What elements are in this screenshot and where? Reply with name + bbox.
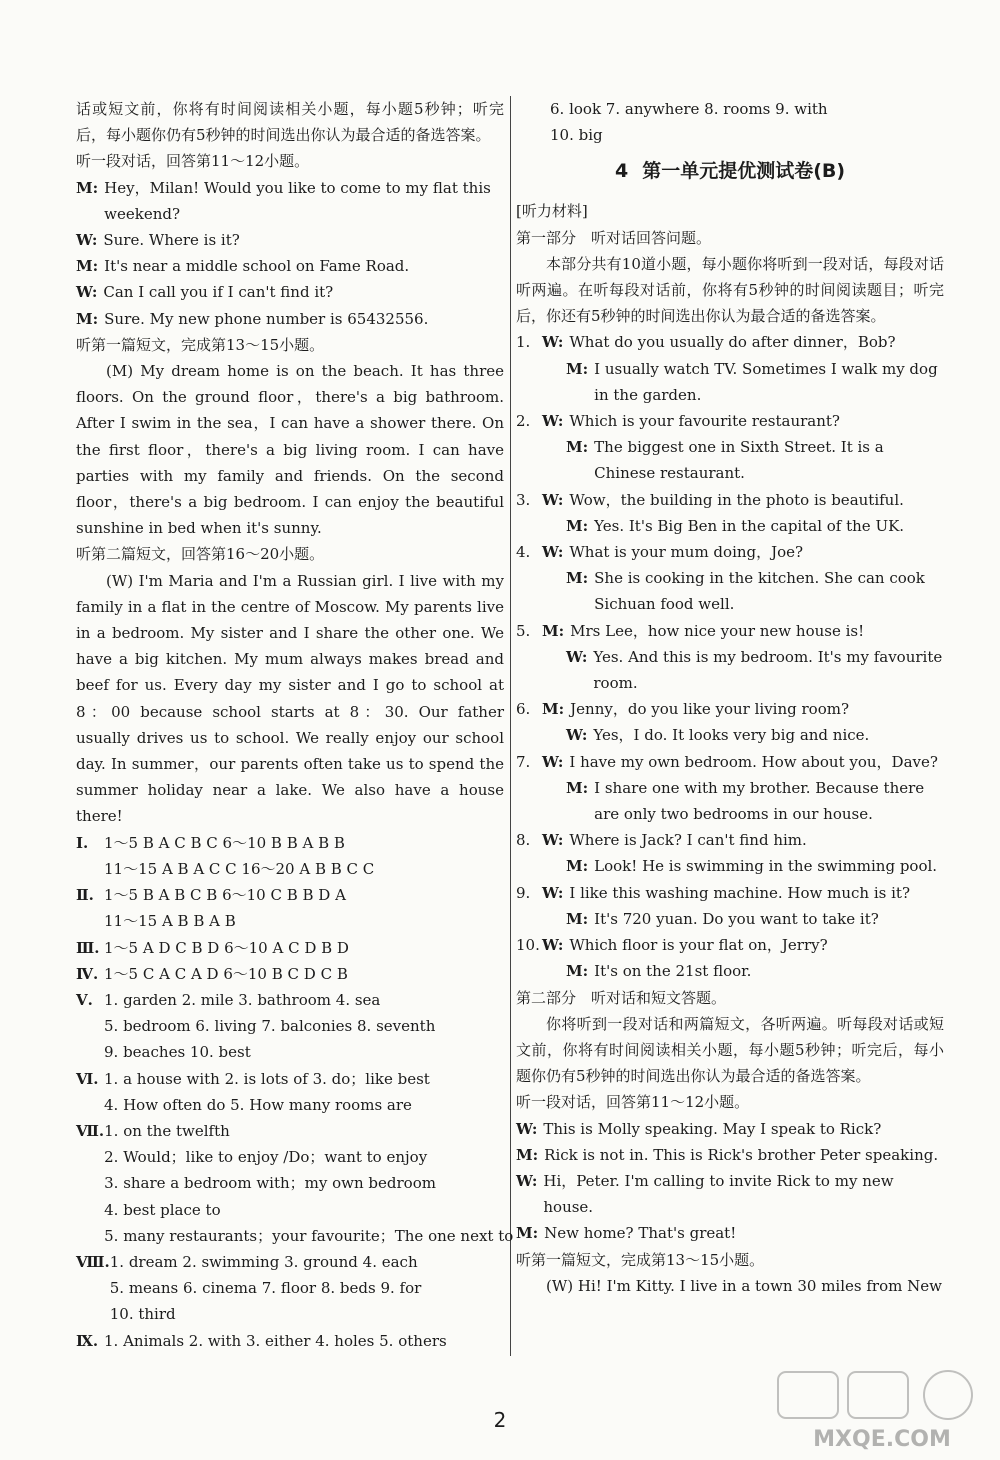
svg-text:MXQE.COM: MXQE.COM [813, 1427, 951, 1452]
answer-line: 1. dream 2. swimming 3. ground 4. each [109, 1252, 418, 1271]
part1-intro: 本部分共有10道小题，每小题你将听到一段对话，每段对话听两遍。在听每段对话前，你将有5秒钟的时间阅读题目；听完后，你还有5秒钟的时间选出你认为最合适的备选答案。 [516, 254, 944, 326]
dialogue-line [76, 227, 504, 253]
answer-line: 5. bedroom 6. living 7. balconies 8. seventh [104, 1017, 436, 1036]
speaker: M: [566, 516, 589, 535]
intro-paragraph: 话或短文前，你将有时间阅读相关小题，每小题5秒钟；听完后，每小题你仍有5秒钟的时间选出你认为最合适的备选答案。 [76, 100, 504, 145]
watermark-logo [772, 1366, 992, 1454]
speaker: M: [76, 309, 99, 328]
speaker: M: [566, 778, 589, 797]
line-text: Look! He is swimming in the swimming pool. [594, 857, 938, 876]
line-text: I like this washing machine. How much is it? [569, 883, 910, 902]
answer-line: 5. many restaurants；your favourite；The one next to [104, 1226, 514, 1245]
question-item [516, 618, 944, 697]
question-item [516, 696, 944, 748]
answer-line: 1～5 B A C B C 6～10 B B A B B [104, 833, 345, 852]
question-item [516, 539, 944, 618]
answer-line: 4. How often do 5. How many rooms are [104, 1095, 412, 1114]
line-text: Mrs Lee，how nice your new house is! [570, 621, 865, 640]
speaker: W: [76, 283, 98, 302]
speaker: W: [516, 1119, 538, 1138]
section-numeral: Ⅱ. [76, 886, 94, 905]
line-text: This is Molly speaking. May I speak to Rick? [543, 1119, 882, 1138]
speaker: W: [542, 883, 564, 902]
passage2-text: (W) I'm Maria and I'm a Russian girl. I live with my family in a flat in the centre of Moscow. My parents live in a bedroom. My sister and I share the other one. We have a big kitchen. My mum always makes bread and beef for us. Every day my sister and I go to school at 8：00 because school starts at 8：30. Our father usually drives us to school. We really enjoy our school day. In summer，our parents often take us to spend the summer holiday near a lake. We also have a house there! [76, 571, 504, 826]
right-column [516, 96, 944, 1299]
question-number: 3. [516, 490, 531, 509]
speaker: W: [566, 726, 588, 745]
answer-section [76, 1249, 504, 1328]
section-numeral: Ⅸ. [76, 1331, 99, 1350]
section-title [516, 154, 944, 188]
line-text: Jenny，do you like your living room? [570, 700, 850, 719]
passage1-text: (W) Hi! I'm Kitty. I live in a town 30 miles from New [546, 1276, 942, 1295]
section-numeral: Ⅰ. [76, 833, 89, 852]
speaker: M: [566, 359, 589, 378]
passage2-heading: 听第二篇短文，回答第16～20小题。 [76, 545, 325, 564]
answer-line: 9. beaches 10. best [104, 1043, 251, 1062]
answer-line: 1～5 B A B C B 6～10 C B B D A [104, 886, 346, 905]
section-numeral: Ⅲ. [76, 938, 100, 957]
dialogue [76, 175, 504, 332]
part2-intro: 你将听到一段对话和两篇短文，各听两遍。听每段对话或短文前，你将有时间阅读相关小题，每小题5秒钟；听完后，每小题你仍有5秒钟的时间选出你认为最合适的备选答案。 [516, 1014, 944, 1086]
line-text: Rick is not in. This is Rick's brother Peter speaking. [544, 1145, 939, 1164]
section-numeral: Ⅶ. [76, 1121, 105, 1140]
question-dialogues [516, 329, 944, 984]
answer-line: 11～15 A B A C C 16～20 A B B C C [104, 859, 375, 878]
question-item [516, 408, 944, 487]
dialogue-line [516, 1168, 944, 1220]
line-text: Which is your favourite restaurant? [569, 412, 840, 431]
question-item [516, 827, 944, 879]
line-text: Yes. It's Big Ben in the capital of the UK. [594, 516, 905, 535]
section-numeral: Ⅴ. [76, 990, 93, 1009]
answer-line: 4. best place to [104, 1200, 221, 1219]
dialogue-line [76, 279, 504, 305]
dialogue [516, 1116, 944, 1247]
line-text: What is your mum doing，Joe? [569, 543, 804, 562]
question-item [516, 880, 944, 932]
question-number: 5. [516, 621, 531, 640]
line-text: Yes. And this is my bedroom. It's my favourite room. [593, 647, 943, 693]
speaker: M: [516, 1224, 539, 1243]
line-text: I usually watch TV. Sometimes I walk my dog in the garden. [594, 359, 938, 404]
question-number: 4. [516, 543, 531, 562]
line-text: Yes，I do. It looks very big and nice. [593, 726, 870, 745]
speaker: W: [542, 752, 564, 771]
answer-line: 1～5 A D C B D 6～10 A C D B D [104, 938, 349, 957]
answer-line: 3. share a bedroom with；my own bedroom [104, 1174, 436, 1193]
page-number: 2 [493, 1408, 507, 1432]
line-text: The biggest one in Sixth Street. It is a Chinese restaurant. [594, 438, 884, 483]
question-number: 6. [516, 700, 531, 719]
section-numeral: Ⅵ. [76, 1069, 99, 1088]
speaker: M: [566, 962, 589, 981]
line-text: Hi，Peter. I'm calling to invite Rick to my new house. [543, 1171, 894, 1217]
speaker: W: [542, 333, 564, 352]
question-item [516, 487, 944, 539]
speaker: M: [566, 857, 589, 876]
speaker: M: [566, 438, 589, 457]
carry-over-answers [516, 96, 944, 148]
line-text: What do you usually do after dinner，Bob? [569, 333, 896, 352]
line-text: Can I call you if I can't find it? [103, 283, 334, 302]
speaker: W: [542, 412, 564, 431]
speaker: M: [76, 257, 99, 276]
question-number: 7. [516, 752, 531, 771]
dialogue-line [516, 1142, 944, 1168]
answer-line: 10. third [109, 1305, 176, 1324]
dialogue-heading: 听一段对话，回答第11～12小题。 [516, 1093, 750, 1112]
line-text: Sure. My new phone number is 65432556. [104, 309, 429, 328]
answer-line: 1. garden 2. mile 3. bathroom 4. sea [104, 990, 381, 1009]
left-column [76, 96, 514, 1354]
speaker: M: [542, 700, 565, 719]
dialogue-line [76, 175, 504, 227]
answer-key [76, 830, 514, 1354]
line-text: Sure. Where is it? [103, 231, 240, 250]
question-item [516, 329, 944, 408]
question-number: 9. [516, 883, 531, 902]
dialogue-line [76, 253, 504, 279]
answer-line: 10. big [550, 126, 603, 145]
title-number: 4 [614, 160, 629, 183]
question-number: 1. [516, 333, 531, 352]
speaker: M: [76, 178, 99, 197]
section-numeral: Ⅷ. [76, 1252, 110, 1271]
question-item [516, 932, 944, 984]
line-text: She is cooking in the kitchen. She can cook Sichuan food well. [594, 569, 925, 614]
question-item [516, 749, 944, 828]
passage1-heading: 听第一篇短文，完成第13～15小题。 [516, 1250, 765, 1269]
answer-line: 1. on the twelfth [104, 1121, 230, 1140]
question-number: 8. [516, 831, 531, 850]
section-numeral: Ⅳ. [76, 964, 99, 983]
line-text: New home? That's great! [544, 1224, 737, 1243]
line-text: Wow，the building in the photo is beautiful. [569, 490, 904, 509]
answer-section [76, 987, 504, 1066]
question-number: 10. [516, 936, 540, 955]
material-label: [听力材料] [516, 202, 588, 221]
speaker: W: [542, 543, 564, 562]
line-text: Where is Jack? I can't find him. [569, 831, 807, 850]
line-text: It's 720 yuan. Do you want to take it? [594, 909, 879, 928]
line-text: I have my own bedroom. How about you，Dave? [569, 752, 938, 771]
line-text: Hey，Milan! Would you like to come to my flat this weekend? [104, 178, 491, 223]
answer-section [76, 961, 504, 987]
line-text: It's on the 21st floor. [594, 962, 752, 981]
speaker: W: [542, 936, 564, 955]
speaker: W: [566, 647, 588, 666]
dialogue-heading: 听一段对话，回答第11～12小题。 [76, 152, 310, 171]
title-text: 第一单元提优测试卷(B) [642, 160, 846, 183]
line-text: Which floor is your flat on，Jerry? [569, 936, 828, 955]
question-number: 2. [516, 412, 531, 431]
speaker: M: [516, 1145, 539, 1164]
passage1-text: (M) My dream home is on the beach. It has three floors. On the ground floor，there's a big bathroom. After I swim in the sea，I can have a shower there. On the first floor，there's a big living room. I can have parties with my family and friends. On the second floor，there's a big bedroom. I can enjoy the beautiful sunshine in bed when it's sunny. [76, 362, 504, 538]
answer-section [76, 1328, 504, 1354]
answer-section [76, 1118, 514, 1249]
line-text: I share one with my brother. Because there are only two bedrooms in our house. [594, 778, 925, 824]
answer-section [76, 830, 504, 882]
speaker: M: [542, 621, 565, 640]
answer-line: 6. look 7. anywhere 8. rooms 9. with [550, 100, 828, 118]
speaker: W: [76, 231, 98, 250]
dialogue-line [516, 1116, 944, 1142]
answer-line: 11～15 A B B A B [104, 912, 236, 931]
speaker: W: [542, 490, 564, 509]
answer-line: 1. Animals 2. with 3. either 4. holes 5. others [104, 1331, 447, 1350]
speaker: W: [542, 831, 564, 850]
answer-line: 5. means 6. cinema 7. floor 8. beds 9. for [109, 1279, 422, 1298]
dialogue-line [76, 306, 504, 332]
answer-line: 1. a house with 2. is lots of 3. do；like best [104, 1069, 430, 1088]
passage1-heading: 听第一篇短文，完成第13～15小题。 [76, 335, 325, 354]
speaker: M: [566, 569, 589, 588]
part2-heading: 第二部分 听对话和短文答题。 [516, 988, 727, 1007]
speaker: W: [516, 1171, 538, 1190]
answer-line: 1～5 C A C A D 6～10 B C D C B [104, 964, 348, 983]
part1-heading: 第一部分 听对话回答问题。 [516, 228, 712, 247]
answer-section [76, 882, 504, 934]
line-text: It's near a middle school on Fame Road. [104, 257, 410, 276]
speaker: M: [566, 909, 589, 928]
answer-line: 2. Would；like to enjoy /Do；want to enjoy [104, 1148, 428, 1167]
answer-section [76, 1066, 504, 1118]
answer-section [76, 935, 504, 961]
dialogue-line [516, 1220, 944, 1246]
